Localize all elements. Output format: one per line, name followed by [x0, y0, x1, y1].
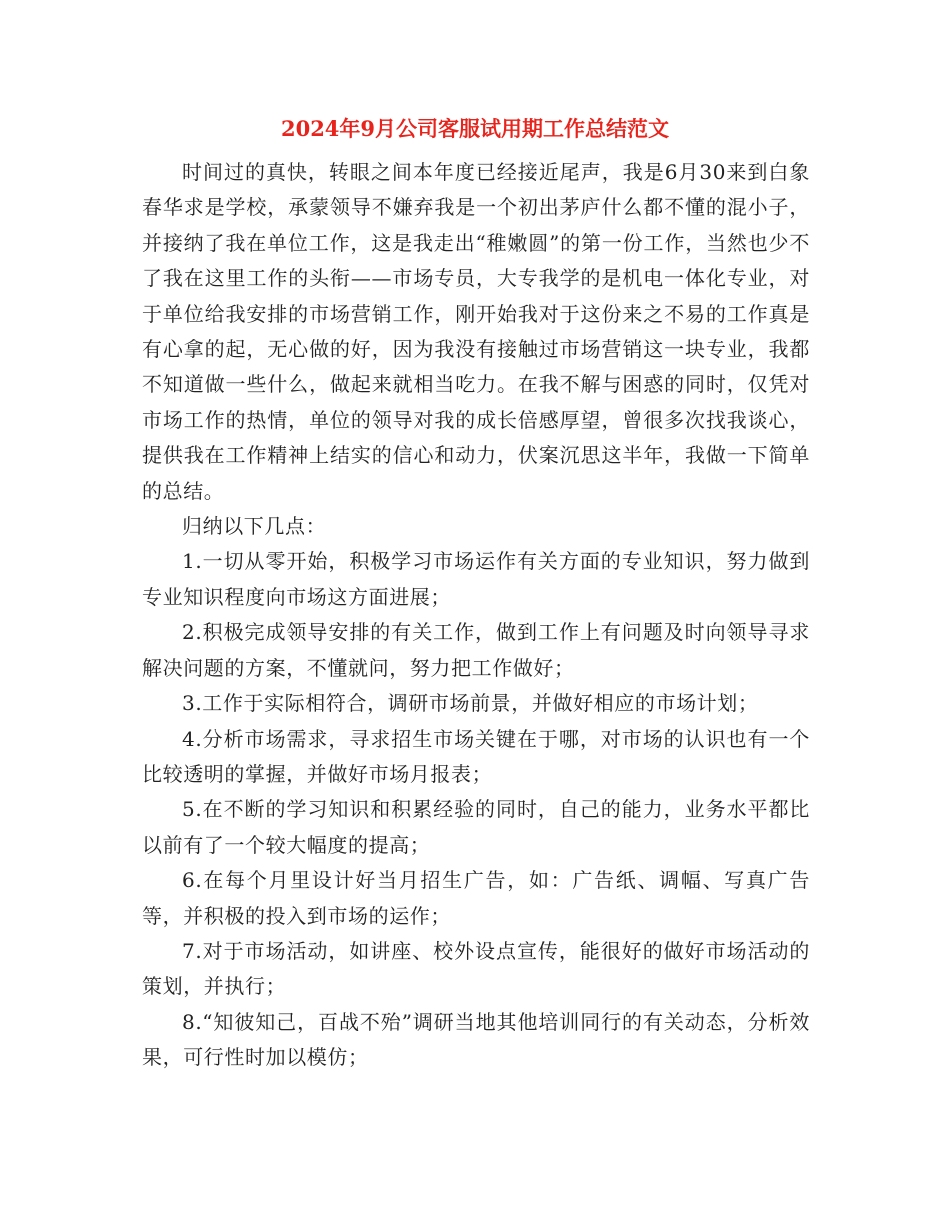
list-item: 7.对于市场活动，如讲座、校外设点宣传，能很好的做好市场活动的策划，并执行； — [142, 938, 810, 999]
document-title: 2024年9月公司客服试用期工作总结范文 — [280, 116, 670, 141]
list-item: 1.一切从零开始，积极学习市场运作有关方面的专业知识，努力做到专业知识程度向市场这方面进展； — [142, 549, 810, 609]
list-item: 6.在每个月里设计好当月招生广告，如：广告纸、调幅、写真广告等，并积极的投入到市场的运作； — [142, 868, 810, 928]
list-item: 3.工作于实际相符合，调研市场前景，并做好相应的市场计划； — [182, 691, 759, 716]
document-body — [142, 155, 810, 1076]
paragraph-summary-lead: 归纳以下几点： — [182, 514, 327, 539]
list-item: 4.分析市场需求，寻求招生市场关键在于哪，对市场的认识也有一个比较透明的掌握，并做好市场月报表； — [142, 726, 810, 786]
list-item: 5.在不断的学习知识和积累经验的同时，自己的能力，业务水平都比以前有了一个较大幅度的提高； — [142, 797, 810, 857]
list-item: 8.“知彼知己，百战不殆”调研当地其他培训同行的有关动态，分析效果，可行性时加以模仿； — [142, 1009, 810, 1070]
paragraph-intro: 时间过的真快，转眼之间本年度已经接近尾声，我是6月30来到白象春华求是学校，承蒙领导不嫌弃我是一个初出茅庐什么都不懂的混小子，并接纳了我在单位工作，这是我走出“稚嫩圆”的第一份工作，当然也少不了我在这里工作的头衔——市场专员，大专我学的是机电一体化专业，对于单位给我安排的市场营销工作，刚开始我对于这份来之不易的工作真是有心拿的起，无心做的好，因为我没有接触过市场营销这一块专业，我都不知道做一些什么，做起来就相当吃力。在我不解与困惑的同时，仅凭对市场工作的热情，单位的领导对我的成长倍感厚望，曾很多次找我谈心，提供我在工作精神上结实的信心和动力，伏案沉思这半年，我做一下简单的总结。 — [142, 160, 810, 503]
list-item: 2.积极完成领导安排的有关工作，做到工作上有问题及时向领导寻求解决问题的方案，不懂就问，努力把工作做好； — [142, 620, 810, 680]
